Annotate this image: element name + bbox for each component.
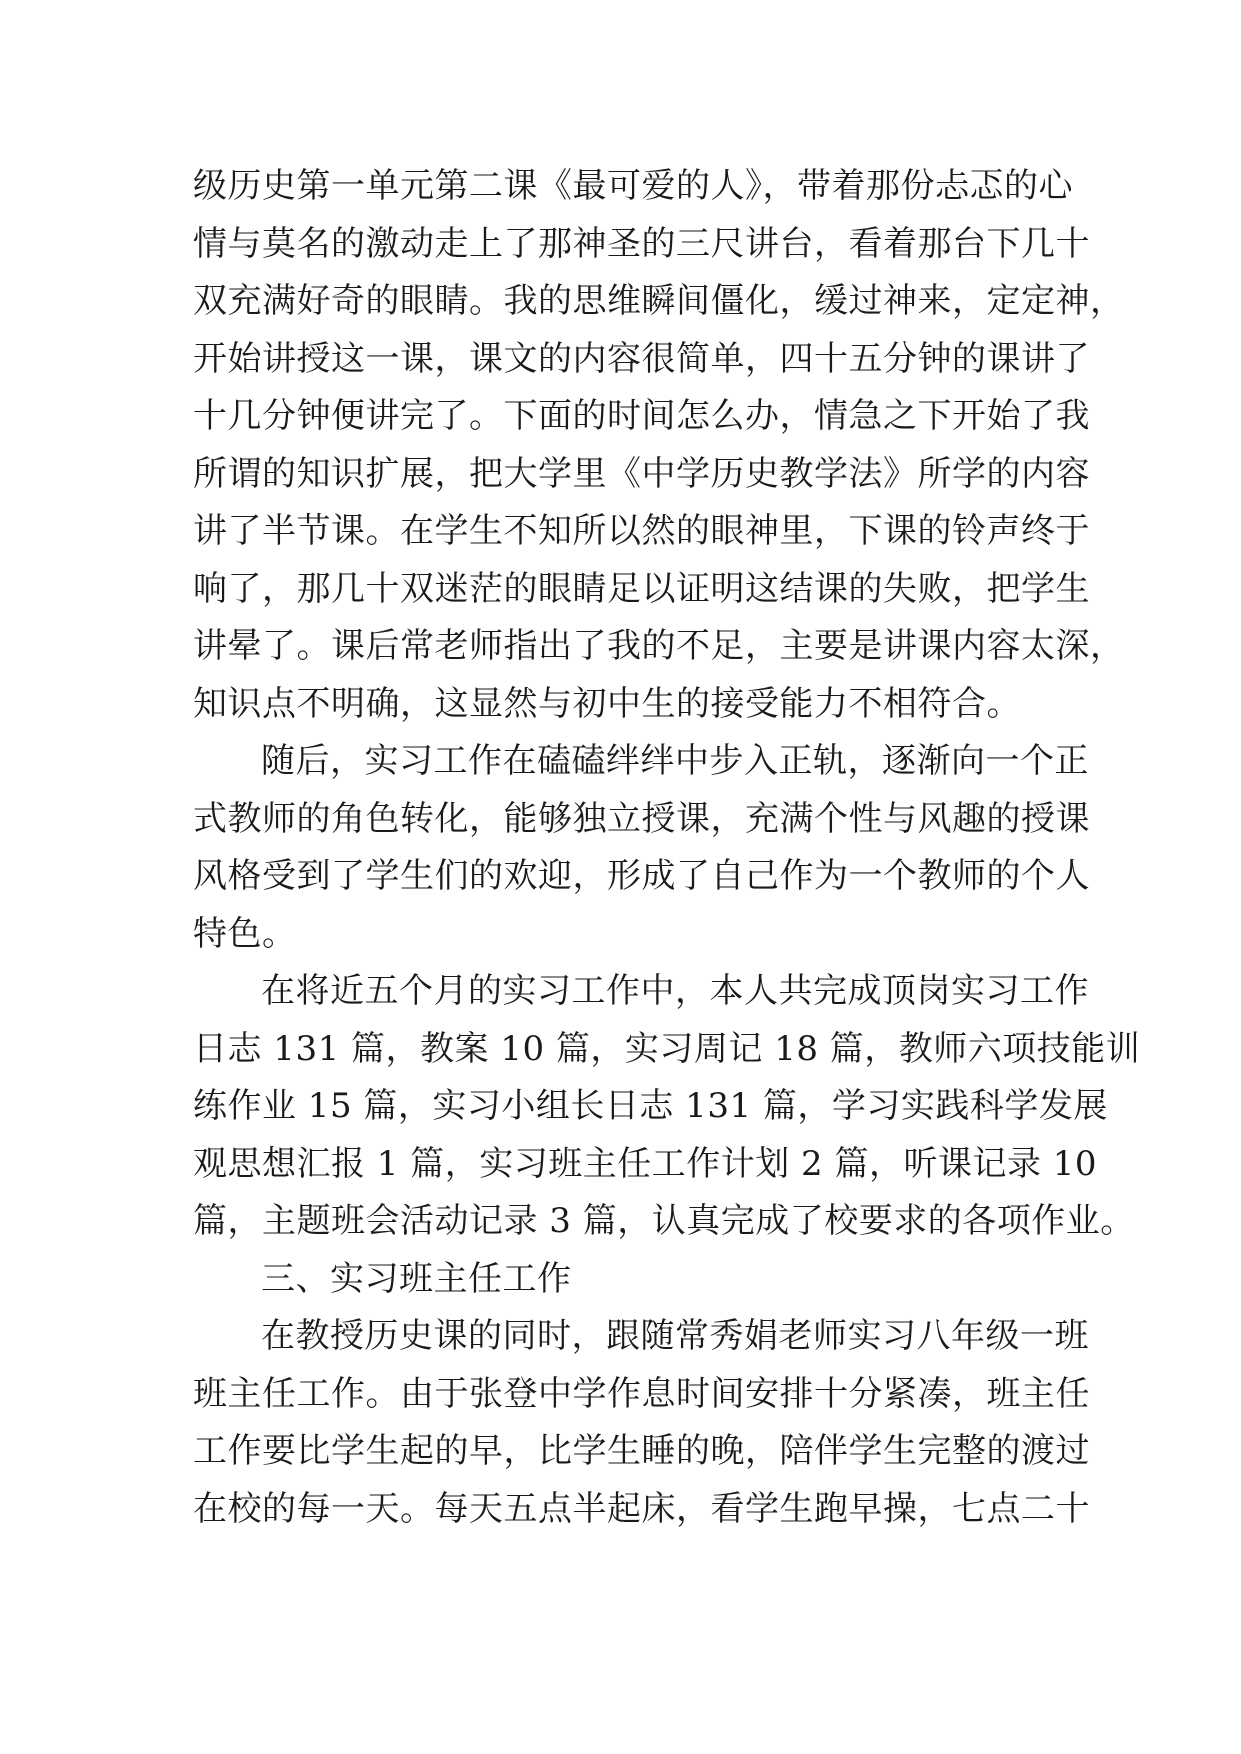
text-line: 双充满好奇的眼睛。我的思维瞬间僵化，缓过神来，定定神， [193,281,1125,321]
text-line: 观思想汇报 1 篇，实习班主任工作计划 2 篇，听课记录 10 [193,1143,1098,1184]
text-line: 讲晕了。课后常老师指出了我的不足，主要是讲课内容太深， [193,626,1125,666]
text-line: 讲了半节课。在学生不知所以然的眼神里，下课的铃声终于 [193,511,1090,551]
text-line: 篇，主题班会活动记录 3 篇，认真完成了校要求的各项作业。 [193,1201,1135,1241]
paragraph-start-line: 在将近五个月的实习工作中，本人共完成顶岗实习工作 [261,971,1089,1011]
text-line: 所谓的知识扩展，把大学里《中学历史教学法》所学的内容 [193,453,1090,494]
text-line: 风格受到了学生们的欢迎，形成了自己作为一个教师的个人 [193,856,1090,896]
text-line: 级历史第一单元第二课《最可爱的人》，带着那份忐忑的心 [193,166,1073,206]
text-line: 知识点不明确，这显然与初中生的接受能力不相符合。 [193,683,1021,724]
text-line: 练作业 15 篇，实习小组长日志 131 篇，学习实践科学发展 [193,1086,1108,1126]
text-line: 十几分钟便讲完了。下面的时间怎么办，情急之下开始了我 [193,396,1090,436]
text-line: 日志 131 篇，教案 10 篇，实习周记 18 篇，教师六项技能训 [193,1028,1141,1069]
paragraph-start-line: 在教授历史课的同时，跟随常秀娟老师实习八年级一班 [261,1316,1089,1356]
text-line: 开始讲授这一课，课文的内容很简单，四十五分钟的课讲了 [193,338,1090,379]
text-line: 班主任工作。由于张登中学作息时间安排十分紧凑，班主任 [193,1373,1090,1414]
text-line: 响了，那几十双迷茫的眼睛足以证明这结课的失败，把学生 [193,568,1090,609]
paragraph-start-line: 随后，实习工作在磕磕绊绊中步入正轨，逐渐向一个正 [261,741,1089,781]
section-heading: 三、实习班主任工作 [261,1258,572,1299]
text-line: 在校的每一天。每天五点半起床，看学生跑早操，七点二十 [193,1488,1090,1529]
text-line: 特色。 [193,913,297,954]
body-text [193,158,1141,1538]
text-line: 工作要比学生起的早，比学生睡的晚，陪伴学生完整的渡过 [193,1431,1090,1471]
text-line: 情与莫名的激动走上了那神圣的三尺讲台，看着那台下几十 [193,223,1090,264]
text-line: 式教师的角色转化，能够独立授课，充满个性与风趣的授课 [193,798,1090,839]
